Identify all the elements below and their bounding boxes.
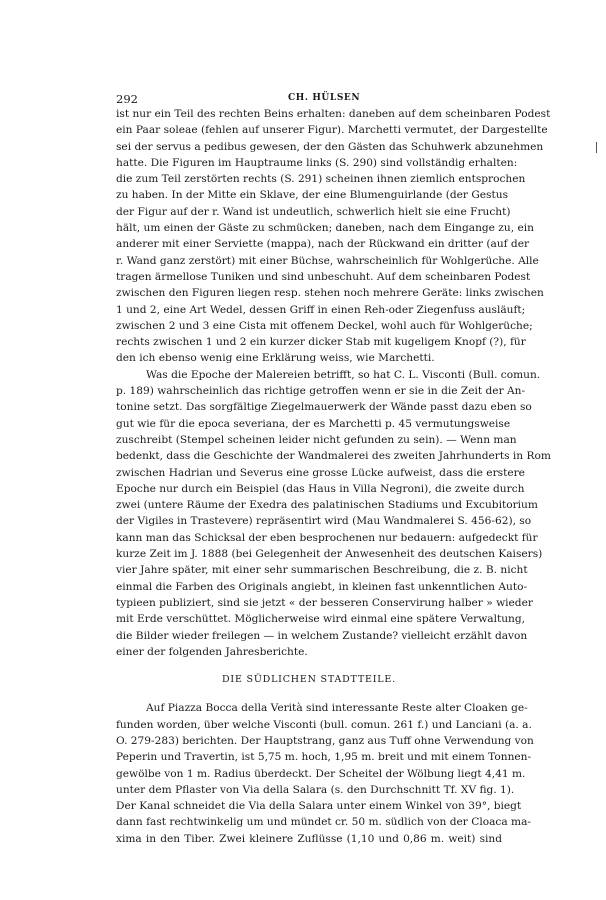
- text-line: typieen publiziert, sind sie jetzt « der besseren Conservirung halber » wieder: [116, 596, 533, 609]
- text-line: Der Kanal schneidet die Via della Salara unter einem Winkel von 39°, biegt: [116, 800, 522, 813]
- text-line: tonine setzt. Das sorgfältige Ziegelmauerwerk der Wände passt dazu eben so: [116, 401, 532, 414]
- text-line: tragen ärmellose Tuniken und sind unbeschuht. Auf dem scheinbaren Podest: [116, 270, 531, 283]
- text-line: mit Erde verschüttet. Möglicherweise wird einmal eine spätere Verwaltung,: [116, 613, 526, 626]
- paragraph: [116, 106, 551, 367]
- running-title: CH. HÜLSEN: [288, 93, 361, 103]
- paragraph: [116, 700, 534, 847]
- text-line: zwischen Hadrian und Severus eine grosse Lücke aufweist, dass die erstere: [116, 466, 525, 479]
- text-line: bedenkt, dass die Geschichte der Wandmalerei des zweiten Jahrhunderts in Rom: [116, 450, 551, 463]
- page-number: 292: [116, 92, 138, 106]
- text-line: 1 und 2, eine Art Wedel, dessen Griff in einen Reh-oder Ziegenfuss ausläuft;: [116, 303, 526, 316]
- text-line: hatte. Die Figuren im Hauptraume links (S. 290) sind vollständig erhalten:: [116, 156, 518, 169]
- text-line: dann fast rechtwinkelig um und mündet cr. 50 m. südlich von der Cloaca ma-: [116, 816, 531, 829]
- body-text: [116, 106, 551, 847]
- text-line: einer der folgenden Jahresberichte.: [116, 645, 308, 658]
- text-line: zwischen den Figuren liegen resp. stehen noch mehrere Geräte: links zwischen: [116, 287, 544, 300]
- text-line: der Figur auf der r. Wand ist undeutlich, schwerlich hielt sie eine Frucht): [116, 205, 511, 218]
- text-line: den ich ebenso wenig eine Erklärung weiss, wie Marchetti.: [116, 352, 435, 365]
- margin-mark: [596, 142, 597, 153]
- text-line: p. 189) wahrscheinlich das richtige getroffen wenn er sie in die Zeit der An-: [116, 385, 526, 398]
- text-line: zwischen 2 und 3 eine Cista mit offenem Deckel, wohl auch für Wohlgerüche;: [116, 319, 533, 332]
- text-line: ein Paar soleae (fehlen auf unserer Figur). Marchetti vermutet, der Dargestellte: [116, 124, 548, 137]
- text-line: xima in den Tiber. Zwei kleinere Zuflüsse (1,10 und 0,86 m. weit) sind: [116, 832, 502, 845]
- section-heading: DIE SÜDLICHEN STADTTEILE.: [222, 674, 396, 686]
- text-line: Auf Piazza Bocca della Verità sind interessante Reste alter Cloaken ge-: [146, 702, 528, 715]
- text-line: die zum Teil zerstörten rechts (S. 291) scheinen ihnen ziemlich entsprochen: [116, 173, 526, 186]
- paragraph: [116, 367, 551, 660]
- text-line: zwei (untere Räume der Exedra des palatinischen Stadiums und Excubitorium: [116, 499, 538, 512]
- text-line: funden worden, über welche Visconti (bull. comun. 261 f.) und Lanciani (a. a.: [116, 718, 532, 731]
- text-line: Peperin und Travertin, ist 5,75 m. hoch, 1,95 m. breit und mit einem Tonnen-: [116, 751, 532, 764]
- text-line: gut wie für die epoca severiana, der es Marchetti p. 45 vermutungsweise: [116, 417, 511, 430]
- text-line: ist nur ein Teil des rechten Beins erhalten: daneben auf dem scheinbaren Podest: [116, 108, 551, 120]
- text-line: r. Wand ganz zerstört) mit einer Büchse, wahrscheinlich für Wohlgerüche. Alle: [116, 254, 539, 267]
- text-line: Epoche nur durch ein Beispiel (das Haus in Villa Negroni), die zweite durch: [116, 482, 525, 495]
- text-line: hält, um einen der Gäste zu schmücken; daneben, nach dem Eingange zu, ein: [116, 222, 534, 235]
- running-head: [116, 92, 502, 106]
- text-line: O. 279-283) berichten. Der Hauptstrang, ganz aus Tuff ohne Verwendung von: [116, 734, 534, 747]
- text-line: zuschreibt (Stempel scheinen leider nicht gefunden zu sein). — Wenn man: [116, 433, 517, 446]
- text-line: kann man das Schicksal der eben besprochenen nur bedauern: aufgedeckt für: [116, 531, 538, 544]
- text-line: die Bilder wieder freilegen — in welchem Zustande? vielleicht erzählt davon: [116, 629, 528, 642]
- text-line: der Vigiles in Trastevere) repräsentirt wird (Mau Wandmalerei S. 456-62), so: [116, 515, 532, 528]
- text-line: gewölbe von 1 m. Radius überdeckt. Der Scheitel der Wölbung liegt 4,41 m.: [116, 767, 526, 780]
- text-line: zu haben. In der Mitte ein Sklave, der eine Blumenguirlande (der Gestus: [116, 189, 509, 202]
- text-line: anderer mit einer Serviette (mappa), nach der Rückwand ein dritter (auf der: [116, 238, 530, 251]
- text-line: sei der servus a pedibus gewesen, der den Gästen das Schuhwerk abzunehmen: [116, 140, 544, 153]
- text-line: kurze Zeit im J. 1888 (bei Gelegenheit der Anwesenheit des deutschen Kaisers): [116, 548, 543, 561]
- text-line: vier Jahre später, mit einer sehr summarischen Beschreibung, die z. B. nicht: [116, 564, 528, 577]
- text-line: einmal die Farben des Originals angiebt, in kleinen fast unkenntlichen Auto-: [116, 580, 528, 593]
- text-line: unter dem Pflaster von Via della Salara (s. den Durchschnitt Tf. XV fig. 1).: [116, 783, 515, 796]
- text-line: rechts zwischen 1 und 2 ein kurzer dicker Stab mit kugeligem Knopf (?), für: [116, 336, 526, 349]
- text-line: Was die Epoche der Malereien betrifft, so hat C. L. Visconti (Bull. comun.: [146, 368, 541, 381]
